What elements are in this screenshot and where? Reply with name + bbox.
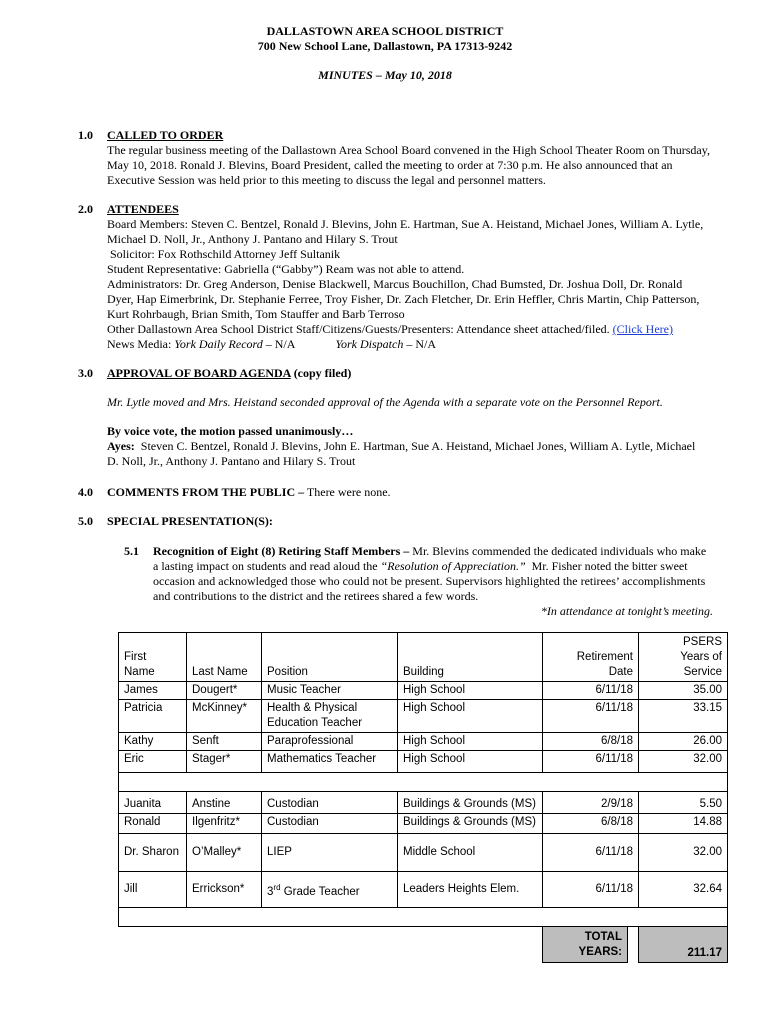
- cell-last: Stager*: [187, 751, 262, 773]
- cell-position: Custodian: [262, 792, 398, 814]
- table-total-row: [119, 927, 728, 963]
- table-spacer-row: [119, 773, 728, 792]
- table-spacer-row: [119, 908, 728, 927]
- total-label: TOTAL: [584, 930, 622, 943]
- header-first: Name: [124, 666, 155, 678]
- section-title: COMMENTS FROM THE PUBLIC –: [107, 485, 305, 499]
- cell-building: Buildings & Grounds (MS): [398, 792, 543, 814]
- cell-date: 6/8/18: [543, 814, 639, 834]
- cell-position: LIEP: [262, 834, 398, 872]
- total-years: 211.17: [639, 927, 728, 963]
- cell-last: Anstine: [187, 792, 262, 814]
- cell-position: Music Teacher: [262, 682, 398, 700]
- header-position: Position: [262, 633, 398, 682]
- ayes-list-cont: D. Noll, Jr., Anthony J. Pantano and Hilary S. Trout: [107, 454, 356, 468]
- cell-first: Eric: [119, 751, 187, 773]
- paragraph-line: The regular business meeting of the Dallastown Area School Board convened in the High School Theater Room on Thursday,: [107, 143, 710, 157]
- cell-years: 32.00: [639, 751, 728, 773]
- cell-building: Buildings & Grounds (MS): [398, 814, 543, 834]
- cell-first: Jill: [119, 872, 187, 908]
- cell-last: Senft: [187, 733, 262, 751]
- vote-result: By voice vote, the motion passed unanimously…: [107, 424, 354, 438]
- cell-last: McKinney*: [187, 700, 262, 733]
- section-agenda-approval: [78, 366, 750, 469]
- subsection-text: Mr. Fisher noted the bitter sweet: [525, 559, 688, 573]
- attendee-line: Solicitor: Fox Rothschild Attorney Jeff Sultanik: [107, 247, 341, 261]
- section-number: 3.0: [78, 366, 93, 380]
- media-na: – N/A: [403, 337, 437, 351]
- district-name: DALLASTOWN AREA SCHOOL DISTRICT: [266, 24, 504, 38]
- cell-last: Ilgenfritz*: [187, 814, 262, 834]
- subsection-title: Recognition of Eight (8) Retiring Staff Members –: [153, 544, 410, 558]
- table-header-row: [119, 633, 728, 682]
- cell-first: Ronald: [119, 814, 187, 834]
- cell-position: Paraprofessional: [262, 733, 398, 751]
- retirees-table: [118, 632, 728, 963]
- section-text: There were none.: [304, 485, 391, 499]
- cell-last: Errickson*: [187, 872, 262, 908]
- header-last-name: Last Name: [187, 633, 262, 682]
- attendee-line: Student Representative: Gabriella (“Gabby”) Ream was not able to attend.: [107, 262, 465, 276]
- attendee-line: Michael D. Noll, Jr., Anthony J. Pantano and Hilary S. Trout: [107, 232, 398, 246]
- section-number: 1.0: [78, 128, 93, 142]
- section-number: 2.0: [78, 202, 93, 216]
- cell-date: 6/8/18: [543, 733, 639, 751]
- district-address: 700 New School Lane, Dallastown, PA 17313-9242: [257, 39, 513, 53]
- media-york-daily-record: York Daily Record: [174, 337, 263, 351]
- other-attendees-text: Other Dallastown Area School District Staff/Citizens/Guests/Presenters: Attendance sheet attached/filed.: [107, 322, 613, 336]
- header-retirement: Date: [608, 666, 633, 678]
- cell-position: Custodian: [262, 814, 398, 834]
- section-public-comments: [78, 485, 750, 500]
- header-building: Building: [398, 633, 543, 682]
- cell-position: Education Teacher: [267, 717, 363, 729]
- table-row: [119, 872, 728, 908]
- media-na: – N/A: [262, 337, 296, 351]
- table-row: [119, 751, 728, 773]
- table-row: [119, 682, 728, 700]
- cell-building: Leaders Heights Elem.: [398, 872, 543, 908]
- section-number: 5.0: [78, 514, 93, 528]
- attendee-line: Dyer, Hap Eimerbrink, Dr. Stephanie Ferree, Troy Fisher, Dr. Zach Fletcher, Dr. Erin Heffler, Chris Martin, Chip Patterson,: [107, 292, 700, 306]
- subsection-number: 5.1: [124, 544, 139, 558]
- click-here-link[interactable]: (Click Here): [612, 322, 673, 336]
- section-number: 4.0: [78, 485, 93, 499]
- header-first: First: [124, 651, 147, 663]
- table-row: [119, 834, 728, 872]
- cell-position: 3rd Grade Teacher: [262, 872, 398, 908]
- cell-date: 6/11/18: [543, 834, 639, 872]
- subsection-text: a lasting impact on students and read aloud the: [153, 559, 381, 573]
- ayes-list: Steven C. Bentzel, Ronald J. Blevins, John E. Hartman, Sue A. Heistand, Michael Jones, William A. Lytle, Michael: [134, 439, 696, 453]
- cell-position: Health & Physical: [267, 702, 358, 714]
- subsection-text: occasion and acknowledged those who could not be present. Supervisors highlighted the retirees’ accomplishments: [153, 574, 706, 588]
- section-title: APPROVAL OF BOARD AGENDA: [107, 366, 291, 380]
- section-attendees: [78, 202, 750, 352]
- attendance-note: *In attendance at tonight’s meeting.: [540, 604, 713, 618]
- cell-first: Patricia: [119, 700, 187, 733]
- paragraph-line: May 10, 2018. Ronald J. Blevins, Board President, called the meeting to order at 7:30 p.m. He also announced that an: [107, 158, 673, 172]
- header-psers: Service: [683, 666, 722, 678]
- other-attendees-line: [107, 322, 750, 337]
- cell-building: Middle School: [398, 834, 543, 872]
- header-psers: PSERS: [683, 636, 722, 648]
- cell-building: High School: [398, 700, 543, 733]
- news-media-label: News Media:: [107, 337, 175, 351]
- table-row: [119, 733, 728, 751]
- total-label: YEARS:: [578, 945, 622, 958]
- cell-building: High School: [398, 733, 543, 751]
- attendee-line: Board Members: Steven C. Bentzel, Ronald J. Blevins, John E. Hartman, Sue A. Heistand, Michael Jones, William A. Lytle,: [107, 217, 704, 231]
- section-special-presentations: [78, 514, 750, 529]
- cell-years: 33.15: [639, 700, 728, 733]
- ayes-label: Ayes:: [107, 439, 135, 453]
- table-row: [119, 792, 728, 814]
- cell-years: 14.88: [639, 814, 728, 834]
- cell-last: O’Malley*: [187, 834, 262, 872]
- header-psers: Years of: [680, 651, 722, 663]
- cell-last: Dougert*: [187, 682, 262, 700]
- cell-years: 26.00: [639, 733, 728, 751]
- cell-first: Juanita: [119, 792, 187, 814]
- cell-building: High School: [398, 751, 543, 773]
- resolution-title: “Resolution of Appreciation.”: [380, 559, 526, 573]
- cell-years: 5.50: [639, 792, 728, 814]
- cell-date: 2/9/18: [543, 792, 639, 814]
- cell-first: James: [119, 682, 187, 700]
- header-retirement: Retirement: [576, 651, 633, 663]
- cell-position: Mathematics Teacher: [262, 751, 398, 773]
- subsection-retiring-staff: [124, 544, 744, 604]
- motion-text: Mr. Lytle moved and Mrs. Heistand seconded approval of the Agenda with a separate vote on the Personnel Report.: [107, 395, 663, 409]
- attendee-line: Administrators: Dr. Greg Anderson, Denise Blackwell, Marcus Bouchillon, Chad Bumsted, Dr. Joshua Doll, Dr. Ronald: [107, 277, 683, 291]
- subsection-text: and contributions to the district and the retirees shared a few words.: [153, 589, 479, 603]
- news-media-line: [107, 337, 750, 352]
- section-title: SPECIAL PRESENTATION(S):: [107, 514, 273, 528]
- cell-building: High School: [398, 682, 543, 700]
- cell-years: 32.64: [639, 872, 728, 908]
- cell-date: 6/11/18: [543, 700, 639, 733]
- media-york-dispatch: York Dispatch: [335, 337, 404, 351]
- cell-first: Kathy: [119, 733, 187, 751]
- cell-years: 32.00: [639, 834, 728, 872]
- cell-years: 35.00: [639, 682, 728, 700]
- minutes-title: MINUTES – May 10, 2018: [318, 68, 452, 82]
- section-title: ATTENDEES: [107, 202, 179, 216]
- section-called-to-order: [78, 128, 750, 188]
- subsection-text: Mr. Blevins commended the dedicated individuals who make: [409, 544, 707, 558]
- table-row: [119, 814, 728, 834]
- attendee-line: Kurt Rohrbaugh, Brian Smith, Tom Stauffer and Barb Terroso: [107, 307, 405, 321]
- section-title-suffix: (copy filed): [290, 366, 352, 380]
- table-row: [119, 700, 728, 733]
- section-title: CALLED TO ORDER: [107, 128, 224, 142]
- cell-first: Dr. Sharon: [119, 834, 187, 872]
- paragraph-line: Executive Session was held prior to this meeting to discuss the legal and personnel matters.: [107, 173, 546, 187]
- cell-date: 6/11/18: [543, 872, 639, 908]
- cell-date: 6/11/18: [543, 682, 639, 700]
- cell-date: 6/11/18: [543, 751, 639, 773]
